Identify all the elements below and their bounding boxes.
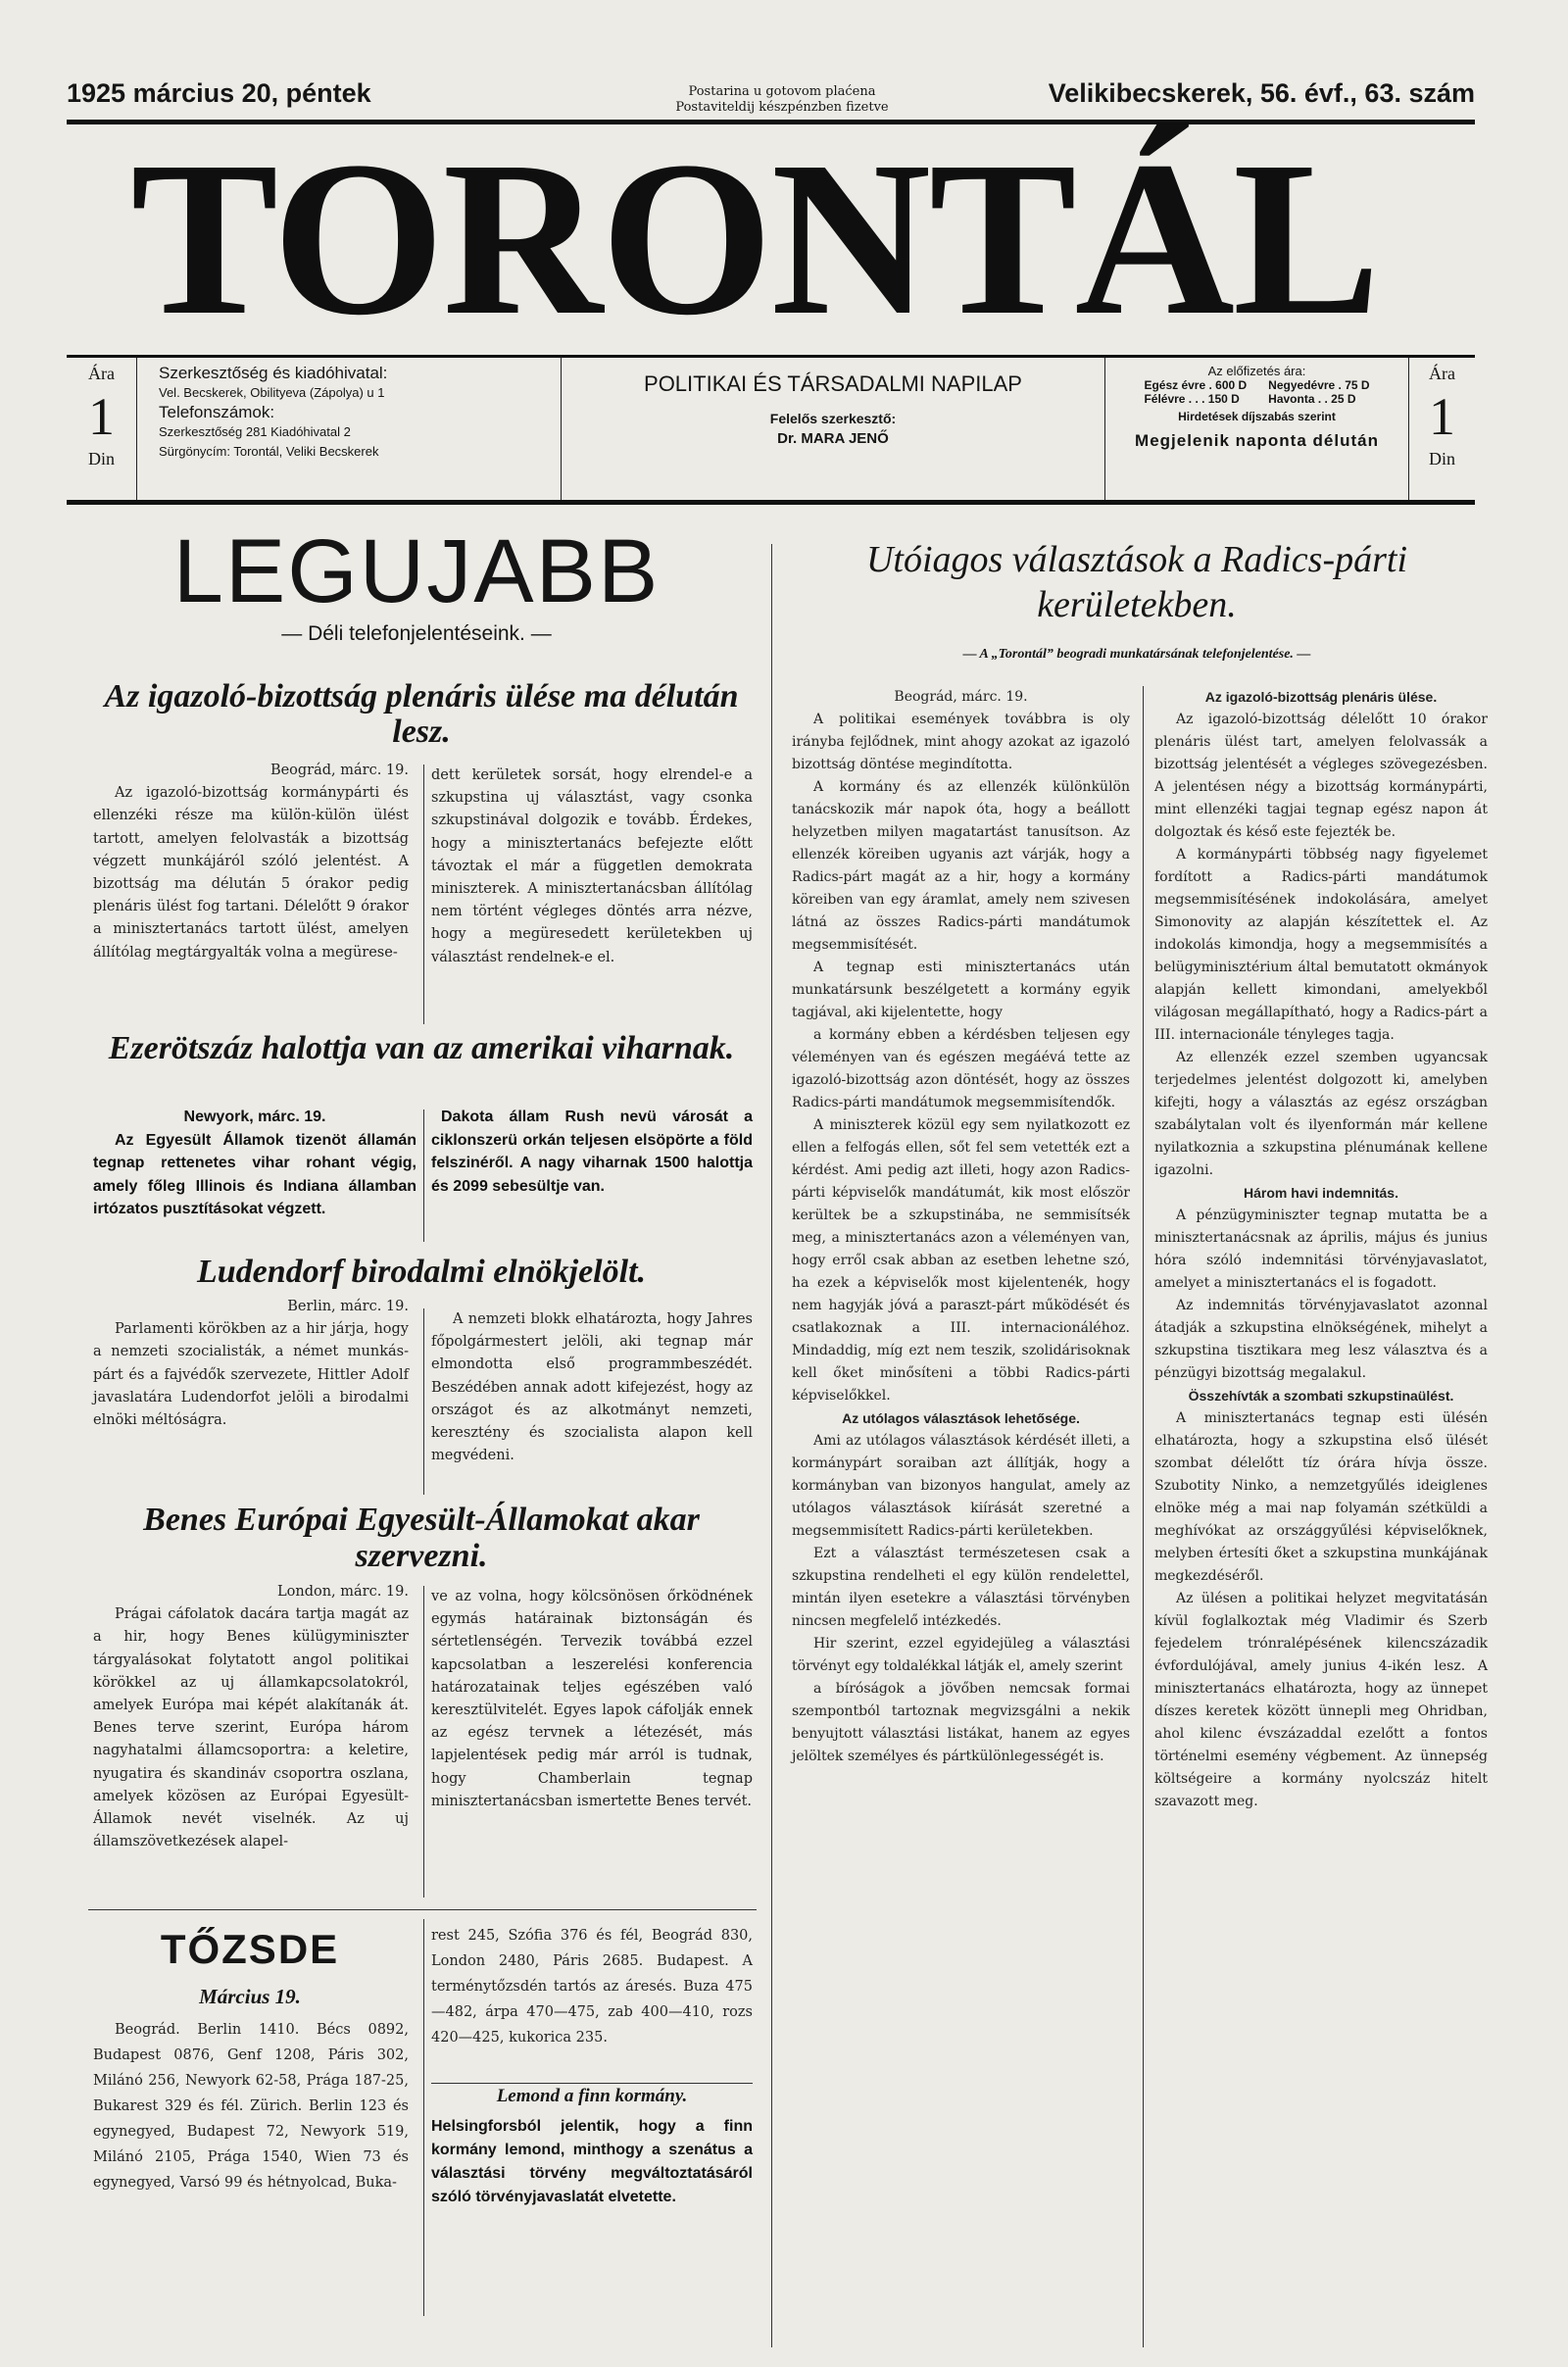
paragraph: Az ülésen a politikai helyzet megvitatásán kívül foglalkoztak még Vladimir és Szerb fejedelem trónralépésének kilencszázadik évfordulójával, amely junius 4-ikén lesz. A minisztertanács elhatározta, hogy az ünnepet díszes keretek között ünnepli meg Ohridban, ahol kilenc évszázaddal ezelőtt a fontos történelmi esemény végbement. Az ünnepség költségeire a kormány nyolcszáz hitelt szavazott meg. — [1154, 1591, 1488, 1809]
article-3-title: Ludendorf birodalmi elnökjelölt. — [196, 1254, 647, 1290]
paragraph: Ami az utólagos választások kérdését illeti, a kormánypárt soraiban azt állítják, hogy a kormányban van bizonyos hangulat, amely az utólagos választások kiírását szeretné a megsemmisített Radics-párti kerületekben. — [792, 1433, 1130, 1539]
paragraph: A pénzügyminiszter tegnap mutatta be a minisztertanácsnak az április, május és junius hóra szóló indemnitási törvényjavaslatot, amelyet a minisztertanács el is fogadott. — [1154, 1208, 1488, 1291]
editor-name: Dr. MARA JENŐ — [777, 430, 889, 447]
masthead-title: TORONTÁL — [130, 116, 1379, 361]
price-left: Ára 1 Din — [67, 358, 137, 500]
finn-title: Lemond a finn kormány. — [496, 2086, 688, 2106]
paragraph: A politikai események továbbra is oly irányba fejlődnek, mint ahogy azokat az igazoló bizottság döntése megindította. — [792, 712, 1130, 772]
issue-date: 1925 március 20, péntek — [67, 78, 371, 108]
right-col-2 — [1154, 686, 1488, 1813]
right-col-1: Beográd, márc. 19. A politikai események továbbra is oly irányba fejlődnek, mint ahogy azokat az igazoló bizottság döntése megindította. A kormány és az ellenzék különkülön tanácskozik már napok óta, hogy a beállott helyzetben milyen magatartást tanusítson. Az ellenzék köreiben ugyanis azt várják, hogy a Radics-párt magát az a hir, hogy a kormány köreiben van egy áramlat, amely nem szivesen látná az összes Radics-párti mandátumok megsemmisítését. A tegnap esti minisztertanács után munkatársunk beszélgetett a kormány egyik tagjával, aki kijelentette, hogy a kormány ebben a kérdésben teljesen egy véleményen van és egészen megáévá tette az igazoló-bizottság azon döntését, hogy az összes Radics-párti mandátumok megsemmisítendők. A miniszterek közül egy sem nyilatkozott ez ellen a felfogás ellen, sőt fel sem vetették ezt a kérdést. Ami pedig azt illeti, hogy azon Radics-párti képviselők mandátumát, kik most először kerültek be a szkupstinába, ne semmisítsék meg, a minisztertanács azon a véleményen van, hogy erről csak abban az esetben lehetne szó, ha ezek a képviselők most kijelentenék, hogy nem hagyják jóvá a paraszt-párt működését és csatlakoznak a III. internacionáléhoz. Mindaddig, míg ezt nem teszik, szolidárisoknak kell őket minősíteni a többi Radics-párti képviselőkkel. Az utólagos választások lehetősége. Ami az utólagos választások kérdését illeti, a kormánypárt soraiban azt állítják, hogy a kormányban van bizonyos hangulat, amely az utólagos választások kiírását szeretné a megsemmisített Radics-párti kerületekben. Ezt a választást természetesen csak a szkupstina rendelheti el egy külön rendelettel, mintán ilyen esetekre a választási törvényben nincsen megfelelő intézkedés. Hir szerint, ezzel egyidejüleg a választási törvényt egy toldalékkal látják el, amely szerint a bíróságok a jövőben nemcsak formai szempontból tartoznak megvizsgálni a nekik benyujtott választási listákat, hanem az egyes jelöltek személyes és pártkülönlegességét is. — [792, 686, 1130, 1768]
postage-note: Postarina u gotovom plaćena Postaviteldij készpénzben fizetve — [675, 84, 889, 115]
finn-text: Helsingforsból jelentik, hogy a finn kormány lemond, minthogy a szenátus a választási törvény megváltoztatásáról szóló törvényjavaslatát elvetette. — [431, 2118, 753, 2205]
paragraph: Ezt a választást természetesen csak a szkupstina rendelheti el egy külön rendelettel, mintán ilyen esetekre a választási törvényben nincsen megfelelő intézkedés. — [792, 1546, 1130, 1629]
office-info: Szerkesztőség és kiadóhivatal: Vel. Becskerek, Obilityeva (Zápolya) u 1 Telefonszámok: Szerkesztőség 281 Kiadóhivatal 2 Sürgönycím: Torontál, Veliki Becskerek — [137, 358, 562, 500]
article-3-col-2: A nemzeti blokk elhatározta, hogy Jahres főpolgármestert jelöli, aki tegnap már elmondotta első programmbeszédét. Beszédében annak adott kifejezést, hogy az országot és az alkotmányt nemzeti, keresztény és szocialista alapon kell megvédeni. — [431, 1311, 753, 1464]
info-bar — [67, 355, 1475, 505]
section-subheading: Három havi indemnitás. — [1244, 1185, 1398, 1201]
paragraph: Az indemnitás törvényjavaslatot azonnal átadják a szkupstina elnökségének, mihelyt a szkupstina tisztikara meg lesz választva és a pénzügyi bizottság megalakul. — [1154, 1298, 1488, 1381]
paragraph: A minisztertanács tegnap esti ülésén elhatározta, hogy a szkupstina első ülését szombat délelőtt tíz órára hívja össze. Szubotity Ninko, a nemzetgyűlés ideiglenes elnöke még a mai nap folyamán szétküldi a meghívókat az országgyűlési képviselőknek, melyben értesíti őket a szkupstina munkájának megkezdéséről. — [1154, 1410, 1488, 1584]
article-2-col-2: Dakota állam Rush nevü városát a ciklonszerü orkán teljesen elsöpörte a föld felszinéről. A nagy viharnak 1500 halottja és 2099 sebesültje van. — [431, 1109, 753, 1195]
tagline-box: POLITIKAI ÉS TÁRSADALMI NAPILAP Felelős szerkesztő: Dr. MARA JENŐ — [562, 358, 1105, 500]
article-2-col-1: Newyork, márc. 19. Az Egyesült Államok tizenöt államán tegnap rettenetes vihar rohant végig, amely főleg Illinois és Indiana államban irtózatos pusztításokat végzett. — [93, 1109, 416, 1217]
article-4-col-2: ve az volna, hogy kölcsönösen őrködnének egymás határainak biztonságán és sértetlenségén. Tervezik továbbá ezzel kapcsolatban a leszerelési konferencia határozatainak teljes egészében való keresztülvitelét. Egyes lapok cáfolják ennek az egész tervnek a létezését, más lapjelentések pedig már arról is tudnak, hogy Chamberlain tegnap minisztertanácsban ismertette Benes tervét. — [431, 1589, 753, 1809]
price-right: Ára 1 Din — [1429, 364, 1455, 468]
paragraph: a bíróságok a jövőben nemcsak formai szempontból tartoznak megvizsgálni a nekik benyujtott választási listákat, hanem az egyes jelöltek személyes és pártkülönlegességét is. — [792, 1681, 1130, 1764]
top-line — [67, 78, 1475, 118]
tozsde-heading: TŐZSDE — [160, 1926, 340, 1972]
right-subtitle: — A „Torontál” beogradi munkatársának telefonjelentése. — — [962, 647, 1311, 662]
article-1-col-1: Beográd, márc. 19. Az igazoló-bizottság kormánypárti és ellenzéki része ma külön-külön ülést tartott, amelyen felolvasták a bizottság végzett munkájáról szóló jelentést. A bizottság ma délután 5 órakor pedig plenáris ülést fog tartani. Délelőtt 9 órakor a minisztertanács tartott ülést, amelyen állítólag megtárgyalták volna a megürese- — [93, 763, 409, 961]
article-4-title: Benes Európai Egyesült-Államokat akar szervezni. — [143, 1502, 700, 1574]
article-1-col-2: dett kerületek sorsát, hogy elrendel-e a szkupstina uj választást, vagy csonka szkupstinával dolgozik e tovább. Érdekes, hogy a minisztertanács befejezte előtt távoztak el már a független demokrata miniszterek. A minisztertanácsban állítólag nem történt végleges döntés arra nézve, hogy a megüresedett kerületekben uj választást rendelnek-e el. — [431, 767, 753, 965]
right-title: Utóiagos választások a Radics-párti kerületekben. — [865, 539, 1408, 625]
article-3-col-1: Berlin, márc. 19. Parlamenti körökben az a hir járja, hogy a nemzeti szocialisták, a német munkás-párt és a fajvédők szervezete, Hittler Adolf javaslatára Ludendorfot jelöli a birodalmi elnöki méltóságra. — [93, 1299, 409, 1429]
section-subheading: Összehívták a szombati szkupstinaülést. — [1188, 1388, 1454, 1404]
legujabb-subheading: — Déli telefonjelentéseink. — — [281, 622, 552, 645]
paragraph: A miniszterek közül egy sem nyilatkozott ez ellen a felfogás ellen, sőt fel sem vetették ezt a kérdést. Ami pedig azt illeti, hogy azon Radics-párti képviselők mandátumát, kik most először kerültek be a szkupstinába, ne semmisítsék meg, a minisztertanács azon a véleményen van, hogy erről csak abban az esetben lehetne szó, ha ezek a képviselők most kijelentenék, hogy nem hagyják jóvá a paraszt-párt működését és csatlakoznak a III. internacionáléhoz. Mindaddig, míg ezt nem teszik, szolidárisoknak kell őket minősíteni a többi Radics-párti képviselőkkel. — [792, 1117, 1130, 1404]
article-2-title: Ezerötszáz halottja van az amerikai viharnak. — [108, 1030, 735, 1066]
paragraph: A tegnap esti minisztertanács után munkatársunk beszélgetett a kormány egyik tagjával, aki kijelentette, hogy — [792, 960, 1130, 1020]
section-subheading: Az utólagos választások lehetősége. — [842, 1410, 1080, 1426]
legujabb-heading: LEGUJABB — [172, 521, 661, 621]
paragraph: Az igazoló-bizottság délelőtt 10 órakor plenáris ülést tart, amelyen felolvassák a bizottság jelentését a végleges szövegezésben. A jelentésen négy a bizottság kormánypárti, mint ellenzéki tagjai tegnap egész napon át dolgoztak és késő este fejezték be. — [1154, 712, 1488, 840]
paragraph: Hir szerint, ezzel egyidejüleg a választási törvényt egy toldalékkal látják el, amely szerint — [792, 1636, 1130, 1674]
article-4-col-1: London, márc. 19. Prágai cáfolatok dacára tartja magát az a hir, hogy Benes külügyminiszter tárgyalásokat folytatott angol politikai körökkel az uj államkapcsolatokról, amelyek Európa mai képét alakítanák át. Benes terve szerint, Európa három nagyhatalmi államcsoportra: a keletire, nyugatira és skandináv csoportra oszlana, amelyek közösen az Európai Egyesült-Államok nevét viselnék. Az uj államszövetkezések alapel- — [93, 1584, 409, 1850]
paragraph: Az ellenzék ezzel szemben ugyancsak terjedelmes jelentést dolgozott ki, amelyben kifejti, hogy a választás az egész országban szabálytalan volt és ilyenformán már kellene nyilatkoznia a szkupstina plénumának kellene igazolni. — [1154, 1050, 1488, 1178]
tozsde-col-2: rest 245, Szófia 376 és fél, Beográd 830, London 2480, Páris 2685. Budapest. A terménytőzsdén tartós az áresés. Buza 475—482, árpa 470—475, zab 400—410, rozs 420—425, kukorica 235. — [431, 1928, 753, 2046]
tozsde-col-1: Beográd. Berlin 1410. Bécs 0892, Budapest 0876, Genf 1208, Páris 302, Milánó 256, Newyork 62-58, Prága 187-25, Bukarest 329 és fél. Zürich. Berlin 123 és egynegyed, Budapest 72, Newyork 519, Milánó 2105, Prága 1540, Wien 73 és egynegyed, Varsó 99 és hétnyolcad, Buka- — [93, 2022, 409, 2191]
tagline: POLITIKAI ÉS TÁRSADALMI NAPILAP — [644, 371, 1022, 396]
section-subheading: Az igazoló-bizottság plenáris ülése. — [1204, 689, 1438, 705]
paragraph: A kormánypárti többség nagy figyelemet fordított a Radics-párti mandátumok megsemmisítésének indokolására, amelyet Simonovity az alapján készítettek el. Az indokolás kimondja, hogy a megsemmisítés a belügyminisztérium által bemutatott okmányok alapján kellett kimondani, amelyekből világosan megállapítható, hogy a Radics-párt a III. internacionále tényleges tagja. — [1154, 847, 1488, 1043]
column-divider — [771, 544, 772, 2347]
tozsde-date: Március 19. — [199, 1985, 301, 2008]
subscription-box: Az előfizetés ára: Egész évre . 600 D Félévre . . . 150 D Negyedévre . 75 D Havonta . . 25 D Hirdetések díjszabás szerint Megjelenik naponta délután — [1105, 358, 1409, 500]
paragraph: a kormány ebben a kérdésben teljesen egy véleményen van és egészen megáévá tette az igazoló-bizottság azon döntését, hogy az összes Radics-párti mandátumok megsemmisítendők. — [792, 1027, 1130, 1110]
article-1-title: Az igazoló-bizottság plenáris ülése ma délután lesz. — [104, 678, 739, 750]
paragraph: A kormány és az ellenzék különkülön tanácskozik már napok óta, hogy a beállott helyzetben milyen magatartást tanusítson. Az ellenzék köreiben ugyanis azt várják, hogy a Radics-párt magát az a hir, hogy a kormány köreiben van egy áramlat, amely nem szivesen látná az összes Radics-párti mandátumok megsemmisítését. — [792, 779, 1130, 953]
issue-number: Velikibecskerek, 56. évf., 63. szám — [1048, 78, 1475, 108]
